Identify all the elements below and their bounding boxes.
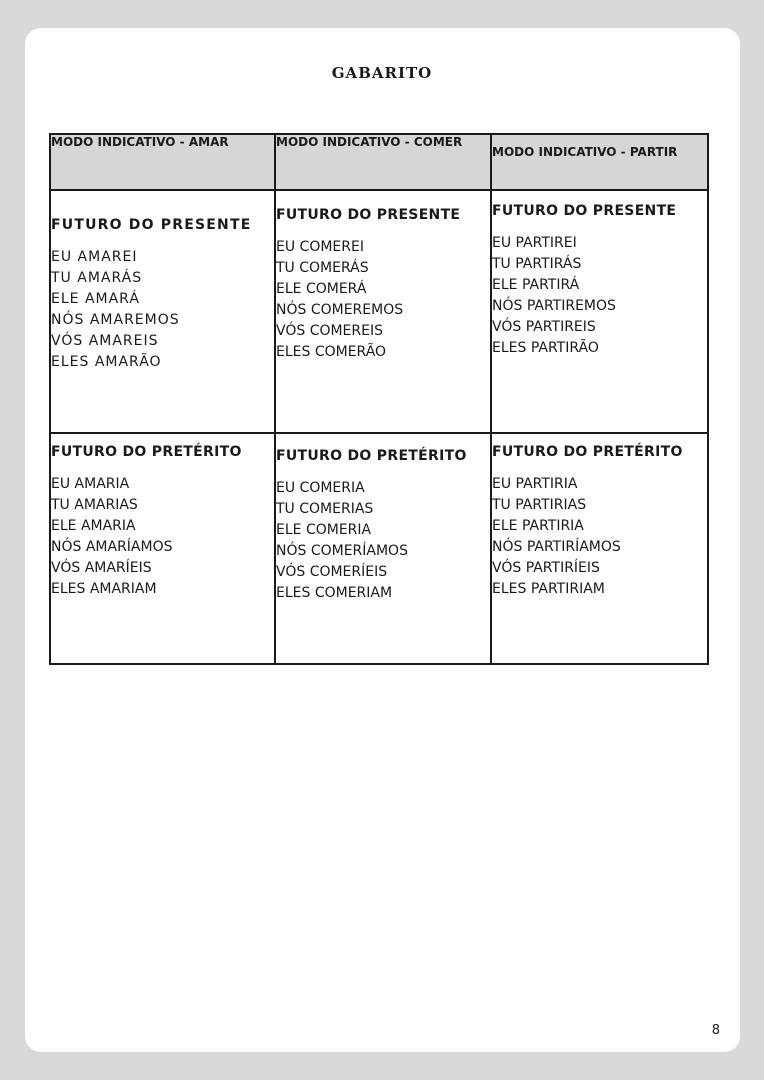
cell-partir-futuro-presente — [491, 190, 708, 433]
cell-amar-futuro-presente — [50, 190, 275, 433]
list-item: EU PARTIRIA — [492, 476, 578, 492]
page-number: 8 — [711, 1023, 720, 1038]
conjugation-table — [49, 133, 709, 665]
tense-label: FUTURO DO PRESENTE — [51, 217, 252, 233]
cell-partir-futuro-preterito — [491, 433, 708, 664]
cell-comer-futuro-preterito — [275, 433, 491, 664]
list-item: EU AMARIA — [51, 476, 130, 492]
list-item: ELE COMERÁ — [276, 281, 367, 297]
list-item: ELES COMERIAM — [276, 585, 393, 601]
header-comer: MODO INDICATIVO - COMER — [275, 134, 491, 190]
tense-label: FUTURO DO PRESENTE — [276, 207, 461, 223]
tense-label: FUTURO DO PRESENTE — [492, 203, 677, 219]
list-item: ELE AMARIA — [51, 518, 136, 534]
list-item: TU PARTIRIAS — [492, 497, 587, 513]
page-title: GABARITO — [331, 64, 433, 82]
cell-amar-futuro-preterito — [50, 433, 275, 664]
list-item: EU AMAREI — [51, 249, 138, 265]
list-item: ELE PARTIRIA — [492, 518, 584, 534]
list-item: NÓS PARTIRÍAMOS — [492, 539, 621, 555]
list-item: TU AMARIAS — [51, 497, 138, 513]
tense-label: FUTURO DO PRETÉRITO — [51, 444, 242, 460]
header-amar: MODO INDICATIVO - AMAR — [50, 134, 275, 190]
cell-comer-futuro-presente — [275, 190, 491, 433]
list-item: ELE PARTIRÁ — [492, 277, 580, 293]
list-item: VÓS PARTIRÍEIS — [492, 560, 600, 576]
list-item: VÓS COMERÍEIS — [276, 564, 388, 580]
list-item: EU PARTIREI — [492, 235, 577, 251]
list-item: NÓS AMARÍAMOS — [51, 539, 173, 555]
list-item: EU COMERIA — [276, 480, 365, 496]
list-item: TU PARTIRÁS — [492, 256, 582, 272]
list-item: ELES PARTIRIAM — [492, 581, 605, 597]
list-item: ELES AMARIAM — [51, 581, 157, 597]
list-item: TU COMERÁS — [276, 260, 369, 276]
list-item: ELES COMERÃO — [276, 344, 387, 360]
list-item: ELES AMARÃO — [51, 354, 162, 370]
list-item: EU COMEREI — [276, 239, 364, 255]
list-item: NÓS COMEREMOS — [276, 302, 404, 318]
list-item: VÓS AMAREIS — [51, 333, 159, 349]
tense-label: FUTURO DO PRETÉRITO — [276, 448, 467, 464]
verb-form-list — [492, 474, 707, 600]
worksheet-page — [25, 28, 740, 1052]
list-item: ELE AMARÁ — [51, 291, 140, 307]
verb-form-list — [276, 237, 490, 363]
tense-label: FUTURO DO PRETÉRITO — [492, 444, 683, 460]
list-item: VÓS PARTIREIS — [492, 319, 596, 335]
list-item: NÓS AMAREMOS — [51, 312, 180, 328]
list-item: NÓS PARTIREMOS — [492, 298, 616, 314]
list-item: NÓS COMERÍAMOS — [276, 543, 408, 559]
list-item: TU AMARÁS — [51, 270, 143, 286]
table-header-row — [50, 134, 708, 190]
table-row-futuro-preterito — [50, 433, 708, 664]
list-item: VÓS AMARÍEIS — [51, 560, 152, 576]
list-item: VÓS COMEREIS — [276, 323, 383, 339]
list-item: ELE COMERIA — [276, 522, 372, 538]
verb-form-list — [51, 247, 274, 373]
list-item: ELES PARTIRÃO — [492, 340, 599, 356]
table-row-futuro-presente — [50, 190, 708, 433]
header-partir: MODO INDICATIVO - PARTIR — [491, 134, 708, 190]
verb-form-list — [276, 478, 490, 604]
verb-form-list — [51, 474, 274, 600]
verb-form-list — [492, 233, 707, 359]
list-item: TU COMERIAS — [276, 501, 374, 517]
